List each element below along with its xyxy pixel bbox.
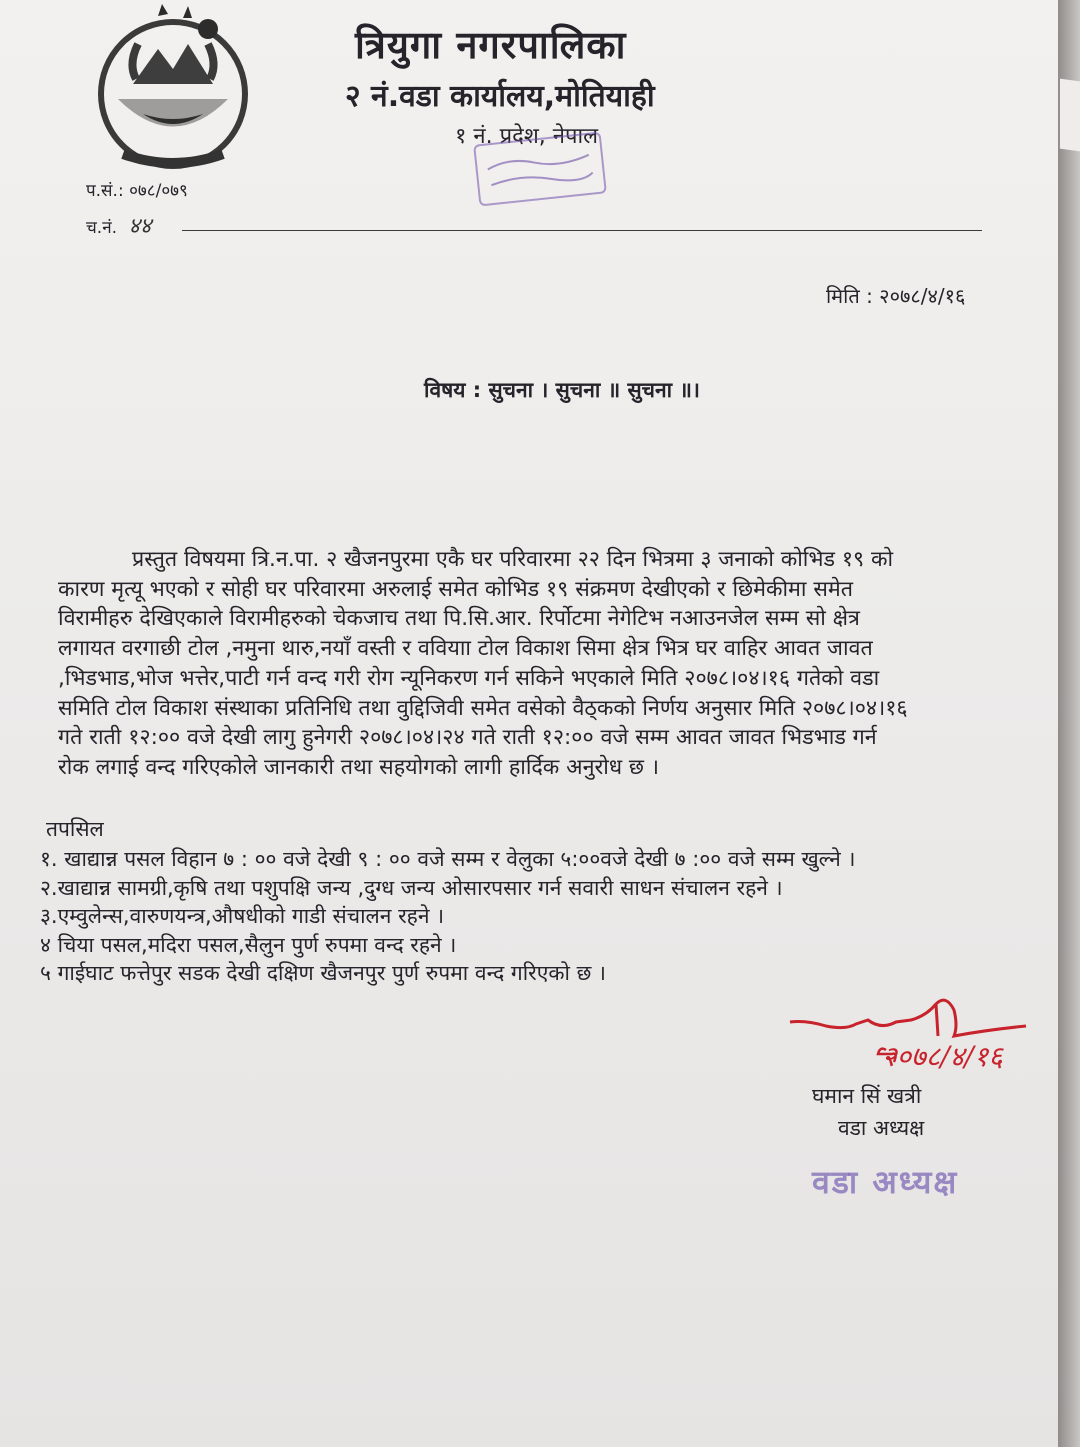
adjacent-paper-corner — [1060, 79, 1080, 152]
fiscal-year-line — [86, 178, 188, 201]
fiscal-year-label: प.सं.: — [86, 181, 124, 201]
schedule-item: २.खाद्यान्न सामग्री,कृषि तथा पशुपक्षि जन्य ,दुग्ध जन्य ओसारपसार गर्न सवारी साधन संचालन रहने । — [40, 875, 783, 900]
schedule-item: १. खाद्यान्न पसल विहान ७ : ०० वजे देखी ९ : ०० वजे सम्म र वेलुका ५:००वजे देखी ७ :०० वजे सम्म खुल्ने । — [40, 847, 856, 871]
ward-office-name: २ नं.वडा कार्यालय,मोतियाही — [345, 79, 655, 114]
schedule-item: ३.एम्वुलेन्स,वारुणयन्त्र,औषधीको गाडी संचालन रहने । — [40, 904, 445, 928]
body-line: रोक लगाई वन्द गरिएकोले जानकारी तथा सहयोगको लागी हार्दिक अनुरोध छ । — [58, 754, 659, 780]
body-line: ,भिडभाड,भोज भत्तेर,पाटी गर्न वन्द गरी रोग न्यूनिकरण गर्न सकिने भएकाले मिति २०७८।०४।१६ गतेको वडा — [58, 665, 880, 691]
dispatch-number: ४४ — [128, 214, 152, 239]
body-line: प्रस्तुत विषयमा त्रि.न.पा. २ खैजनपुरमा एकै घर परिवारमा २२ दिन भित्रमा ३ जनाको कोभिड १९ को — [132, 547, 894, 572]
body-line: विरामीहरु देखिएकाले विरामीहरुको चेकजाच तथा पि.सि.आर. रिर्पोटमा नेगेटिभ नआउनजेल सम्म सो क्षेत्र — [58, 606, 860, 632]
page-edge — [1058, 0, 1080, 1447]
signatory-name: घमान सिं खत्री — [812, 1084, 922, 1108]
seal-scribble-icon — [478, 142, 602, 198]
schedule-item: ५ गाईघाट फत्तेपुर सडक देखी दक्षिण खैजनपुर पुर्ण रुपमा वन्द गरिएको छ । — [40, 961, 606, 985]
signature-date: २०७८/४/१६ — [882, 1040, 1003, 1073]
body-line: लगायत वरगाछी टोल ,नमुना थारु,नयाँ वस्ती र ववियाा टोल विकाश सिमा क्षेत्र भित्र घर वाहिर आवत जावत — [58, 636, 873, 662]
body-line: गते राती १२:०० वजे देखी लागु हुनेगरी २०७८।०४।२४ गते राती १२:०० वजे सम्म आवत जावत भिडभाड गर्न — [58, 725, 877, 751]
fiscal-year-value: ०७८/०७९ — [129, 181, 188, 201]
schedule-heading: तपसिल — [46, 817, 104, 841]
body-paragraph — [58, 545, 1048, 783]
body-line: कारण मृत्यू भएको र सोही घर परिवारमा अरुलाई समेत कोभिड १९ संक्रमण देखीएको र छिमेकीमा समेत — [58, 576, 853, 602]
header-divider — [182, 230, 982, 231]
office-address: १ नं. प्रदेश, नेपाल — [455, 124, 599, 149]
office-seal-stamp — [473, 131, 607, 206]
nepal-emblem-icon — [88, 4, 258, 172]
letter-date: मिति : २०७८/४/१६ — [826, 284, 966, 308]
letter-subject: विषय : सुचना । सुचना ॥ सुचना ॥। — [424, 378, 700, 402]
signatory-role: वडा अध्यक्ष — [838, 1116, 925, 1140]
municipality-title: त्रियुगा नगरपालिका — [355, 23, 627, 67]
body-line: समिति टोल विकाश संस्थाका प्रतिनिधि तथा वुद्दिजिवी समेत वसेको वैठ्कको निर्णय अनुसार मिति २०७८।०४।१६ — [58, 695, 908, 721]
dispatch-label: च.नं. — [86, 218, 118, 238]
schedule-list — [40, 845, 1050, 988]
schedule-item: ४ चिया पसल,मदिरा पसल,सैलुन पुर्ण रुपमा वन्द रहने । — [40, 932, 457, 957]
role-stamp: वडा अध्यक्ष — [812, 1163, 959, 1201]
dispatch-number-line — [86, 210, 151, 240]
